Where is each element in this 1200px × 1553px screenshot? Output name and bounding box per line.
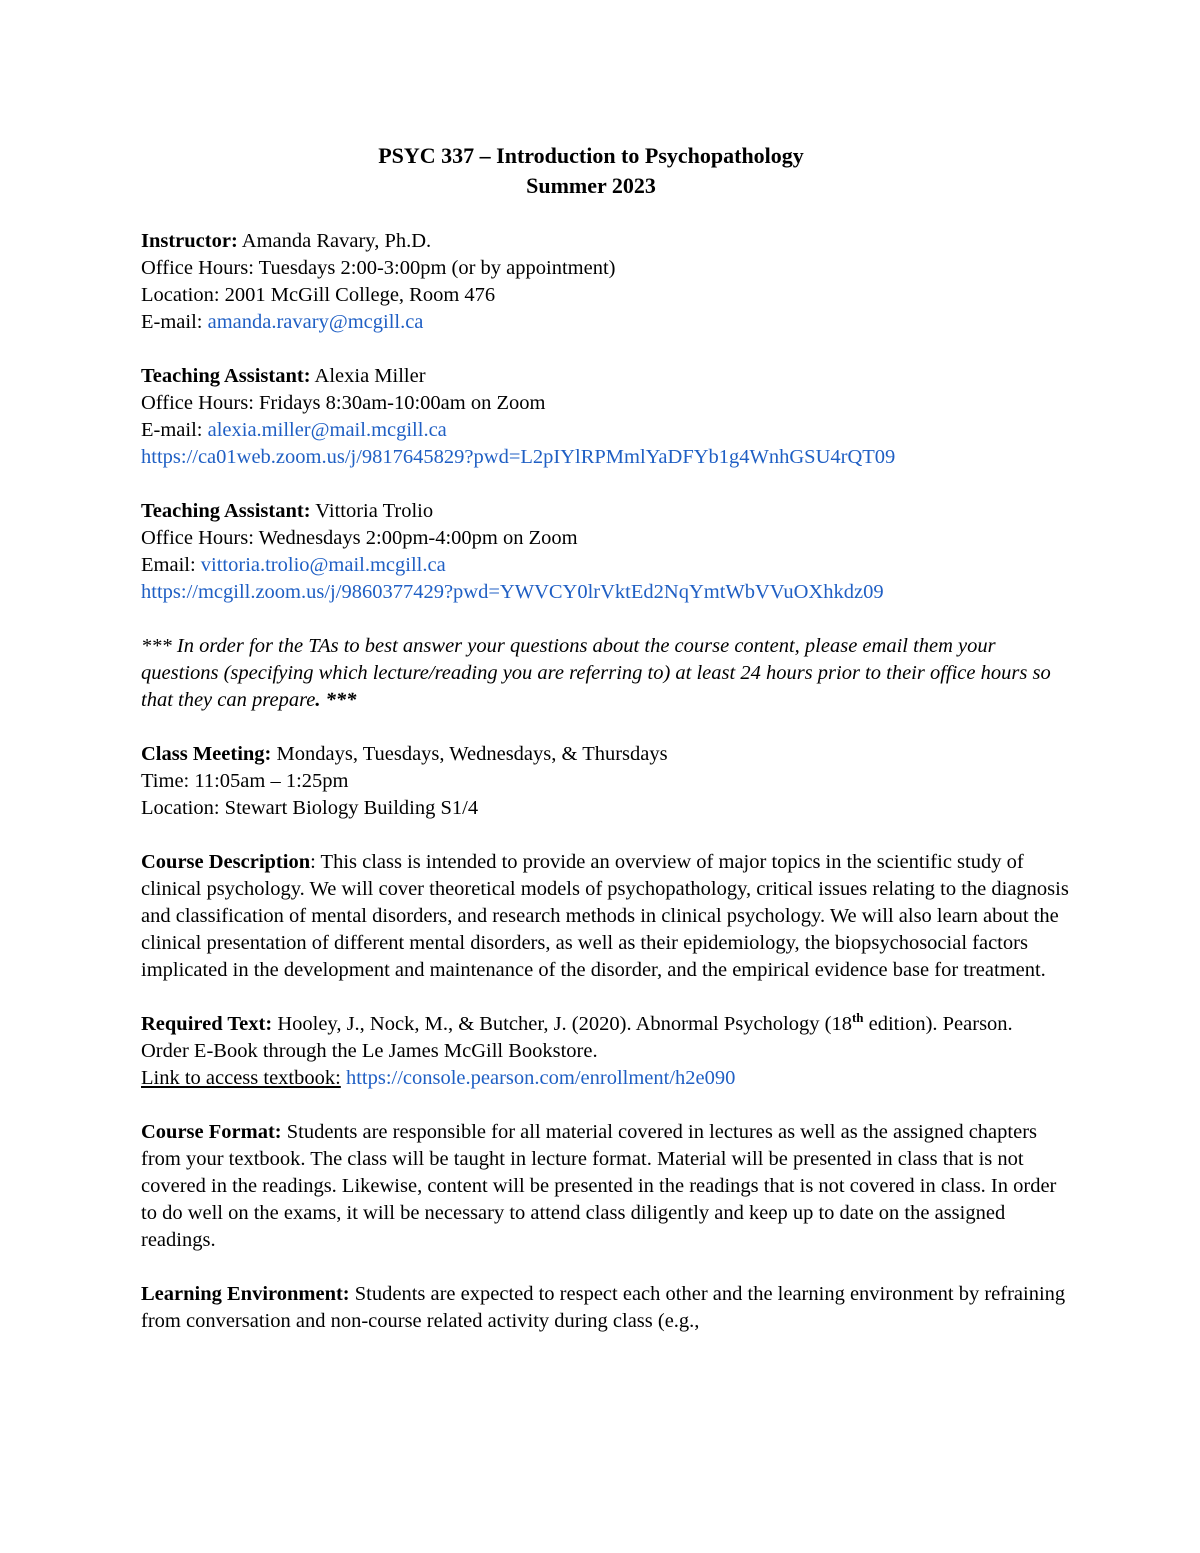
ta-note-suffix: . *** (315, 689, 357, 711)
learning-environment-label: Learning Environment: (141, 1283, 350, 1305)
ta2-office-hours: Office Hours: Wednesdays 2:00pm-4:00pm on Zoom (141, 527, 578, 549)
syllabus-content (141, 141, 1071, 1335)
ta2-email-line (141, 552, 1071, 579)
course-format-text: Students are responsible for all material covered in lectures as well as the assigned chapters from your textbook. The class will be taught in lecture format. Material will be presented in class that is not covered in the readings. Likewise, content will be presented in the readings that is not covered in class. In order to do well on the exams, it will be necessary to attend class diligently and keep up to date on the assigned readings. (141, 1121, 1057, 1251)
ta2-label: Teaching Assistant: (141, 500, 311, 522)
instructor-line (141, 228, 1071, 255)
instructor-name: Amanda Ravary, Ph.D. (237, 230, 432, 252)
ta1-label: Teaching Assistant: (141, 365, 311, 387)
class-meeting-days: Mondays, Tuesdays, Wednesdays, & Thursdays (271, 743, 668, 765)
required-text-citation (141, 1011, 1071, 1038)
course-description-section (141, 849, 1071, 984)
instructor-email-label: E-mail: (141, 311, 208, 333)
ta1-email-link[interactable]: alexia.miller@mail.mcgill.ca (207, 419, 447, 441)
ta1-zoom-link[interactable]: https://ca01web.zoom.us/j/9817645829?pwd=L2pIYlRPMmlYaDFYb1g4WnhGSU4rQT09 (141, 446, 896, 468)
ta1-section (141, 363, 1071, 471)
ta1-name: Alexia Miller (310, 365, 426, 387)
instructor-office-hours: Office Hours: Tuesdays 2:00-3:00pm (or by appointment) (141, 257, 616, 279)
ta-note-prefix: *** (141, 635, 177, 657)
course-term: Summer 2023 (526, 173, 656, 198)
required-text-superscript: th (851, 1010, 864, 1026)
instructor-email-line (141, 309, 1071, 336)
ta2-name: Vittoria Trolio (310, 500, 434, 522)
title-block (141, 141, 1071, 201)
ta-note (141, 633, 1071, 714)
ta1-email-label: E-mail: (141, 419, 208, 441)
instructor-label: Instructor: (141, 230, 238, 252)
instructor-section (141, 228, 1071, 336)
required-text-section (141, 1011, 1071, 1092)
class-meeting-label: Class Meeting: (141, 743, 272, 765)
ta2-email-label: Email: (141, 554, 201, 576)
required-text-label: Required Text: (141, 1013, 273, 1035)
ta1-line (141, 363, 1071, 390)
ta1-office-hours: Office Hours: Fridays 8:30am-10:00am on Zoom (141, 392, 546, 414)
course-format-section (141, 1119, 1071, 1254)
ta1-email-line (141, 417, 1071, 444)
required-text-order-note: Order E-Book through the Le James McGill Bookstore. (141, 1040, 598, 1062)
class-meeting-line (141, 741, 1071, 768)
ta2-email-link[interactable]: vittoria.trolio@mail.mcgill.ca (200, 554, 446, 576)
textbook-link[interactable]: https://console.pearson.com/enrollment/h2e090 (345, 1067, 736, 1089)
course-description-label: Course Description (141, 851, 311, 873)
ta2-zoom-link[interactable]: https://mcgill.zoom.us/j/9860377429?pwd=YWVCY0lrVktEd2NqYmtWbVVuOXhkdz09 (141, 581, 884, 603)
class-meeting-section (141, 741, 1071, 822)
required-text-citation-start: Hooley, J., Nock, M., & Butcher, J. (2020). Abnormal Psychology (18 (272, 1013, 852, 1035)
learning-environment-section (141, 1281, 1071, 1335)
class-meeting-time: Time: 11:05am – 1:25pm (141, 770, 349, 792)
instructor-location: Location: 2001 McGill College, Room 476 (141, 284, 496, 306)
ta-note-text: In order for the TAs to best answer your questions about the course content, please email them your questions (specifying which lecture/reading you are referring to) at least 24 hours prior to their office hours so that they can prepare (141, 635, 1051, 711)
course-format-label: Course Format: (141, 1121, 282, 1143)
ta2-section (141, 498, 1071, 606)
required-text-citation-end: edition). Pearson. (863, 1013, 1013, 1035)
ta2-line (141, 498, 1071, 525)
required-text-link-line (141, 1065, 1071, 1092)
class-meeting-location: Location: Stewart Biology Building S1/4 (141, 797, 479, 819)
instructor-email-link[interactable]: amanda.ravary@mcgill.ca (207, 311, 424, 333)
required-text-link-label[interactable]: Link to access textbook: (141, 1067, 341, 1089)
course-description-text: : This class is intended to provide an overview of major topics in the scientific study of clinical psychology. We will cover theoretical models of psychopathology, critical issues relating to the diagnosis and classification of mental disorders, and research methods in clinical psychology. We will also learn about the clinical presentation of different mental disorders, as well as their epidemiology, the biopsychosocial factors implicated in the development and maintenance of the disorder, and the empirical evidence base for treatment. (141, 851, 1069, 981)
learning-environment-text: Students are expected to respect each other and the learning environment by refraining from conversation and non-course related activity during class (e.g., (141, 1283, 1066, 1332)
course-title: PSYC 337 – Introduction to Psychopathology (378, 143, 804, 168)
